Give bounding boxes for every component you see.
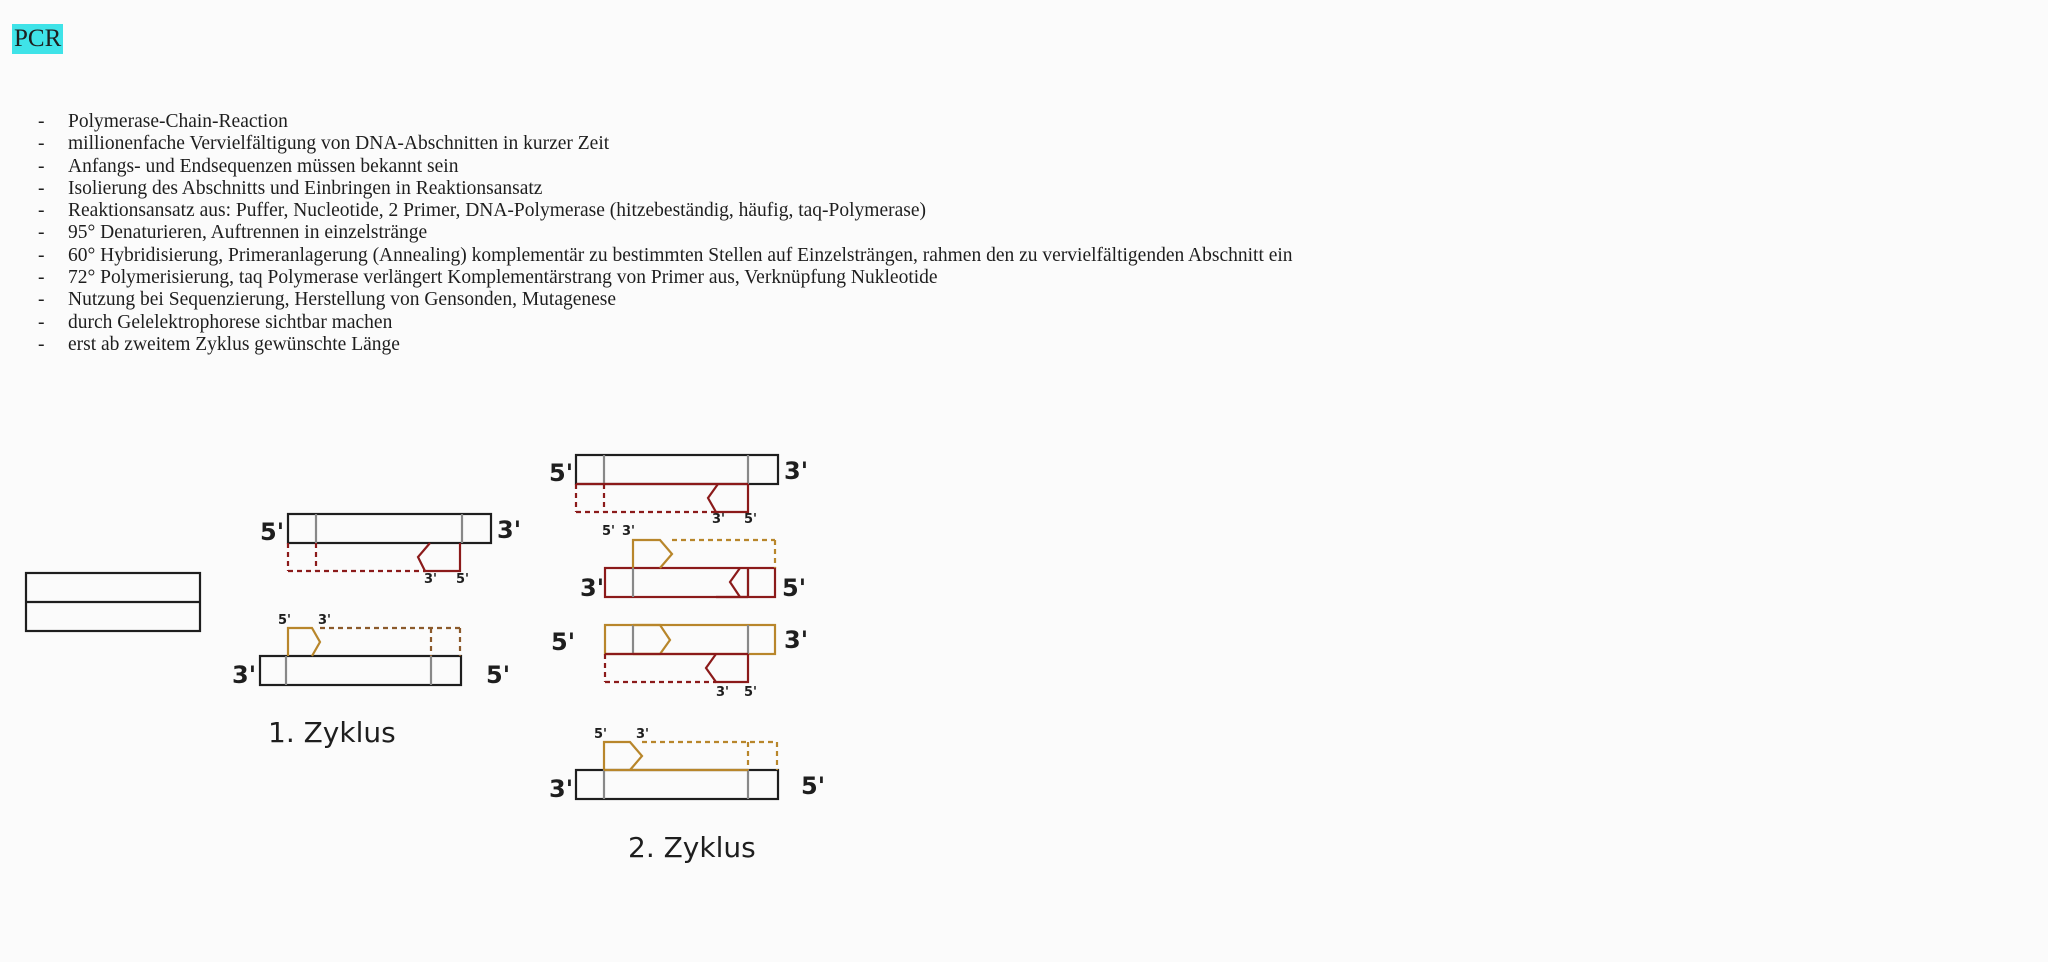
label-5prime: 5' bbox=[602, 524, 616, 539]
label-3prime: 3' bbox=[549, 775, 574, 803]
label-5prime: 5' bbox=[278, 613, 292, 628]
list-item: - Polymerase-Chain-Reaction bbox=[38, 111, 1293, 133]
list-item: - 72° Polymerisierung, taq Polymerase verlängert Komplementärstrang von Primer aus, Verknüpfung Nukleotide bbox=[38, 267, 1293, 289]
label-5prime: 5' bbox=[551, 628, 576, 656]
list-item: - Reaktionsansatz aus: Puffer, Nucleotide, 2 Primer, DNA-Polymerase (hitzebeständig, häufig, taq-Polymerase) bbox=[38, 200, 1293, 222]
label-5prime: 5' bbox=[260, 518, 285, 546]
cycle2-caption: 2. Zyklus bbox=[628, 831, 756, 864]
label-3prime: 3' bbox=[232, 661, 257, 689]
cycle2-template-2 bbox=[605, 540, 775, 597]
list-item: - Anfangs- und Endsequenzen müssen bekannt sein bbox=[38, 156, 1293, 178]
label-5prime: 5' bbox=[486, 661, 511, 689]
cycle2-template-1 bbox=[576, 455, 778, 512]
label-5prime: 5' bbox=[744, 512, 758, 527]
list-item: - durch Gelelektrophorese sichtbar machen bbox=[38, 312, 1293, 334]
cycle1-bottom-template bbox=[260, 628, 461, 685]
label-3prime: 3' bbox=[784, 626, 809, 654]
cycle2-template-4 bbox=[576, 742, 778, 799]
label-3prime: 3' bbox=[712, 512, 726, 527]
label-5prime: 5' bbox=[801, 772, 826, 800]
label-5prime: 5' bbox=[744, 685, 758, 700]
label-3prime: 3' bbox=[622, 524, 636, 539]
cycle1-caption: 1. Zyklus bbox=[268, 716, 396, 749]
label-3prime: 3' bbox=[497, 516, 522, 544]
list-item: - Nutzung bei Sequenzierung, Herstellung von Gensonden, Mutagenese bbox=[38, 289, 1293, 311]
list-item: - Isolierung des Abschnitts und Einbringen in Reaktionsansatz bbox=[38, 178, 1293, 200]
label-3prime: 3' bbox=[580, 574, 605, 602]
label-5prime: 5' bbox=[594, 727, 608, 742]
label-3prime: 3' bbox=[318, 613, 332, 628]
list-item: - erst ab zweitem Zyklus gewünschte Länge bbox=[38, 334, 1293, 356]
label-5prime: 5' bbox=[456, 572, 470, 587]
page-title: PCR bbox=[14, 25, 62, 52]
cycle1-top-template bbox=[288, 514, 491, 571]
list-item: - 95° Denaturieren, Auftrennen in einzelstränge bbox=[38, 222, 1293, 244]
label-3prime: 3' bbox=[636, 727, 650, 742]
cycle2-template-3 bbox=[605, 625, 775, 682]
list-item: - millionenfache Vervielfältigung von DNA-Abschnitten in kurzer Zeit bbox=[38, 133, 1293, 155]
label-3prime: 3' bbox=[424, 572, 438, 587]
label-5prime: 5' bbox=[549, 459, 574, 487]
label-3prime: 3' bbox=[716, 685, 730, 700]
label-5prime: 5' bbox=[782, 574, 807, 602]
list-item: - 60° Hybridisierung, Primeranlagerung (Annealing) komplementär zu bestimmten Stellen auf Einzelsträngen, rahmen den zu vervielfältigenden Abschnitt ein bbox=[38, 245, 1293, 267]
original-dna-double-strand bbox=[26, 573, 200, 631]
label-3prime: 3' bbox=[784, 457, 809, 485]
